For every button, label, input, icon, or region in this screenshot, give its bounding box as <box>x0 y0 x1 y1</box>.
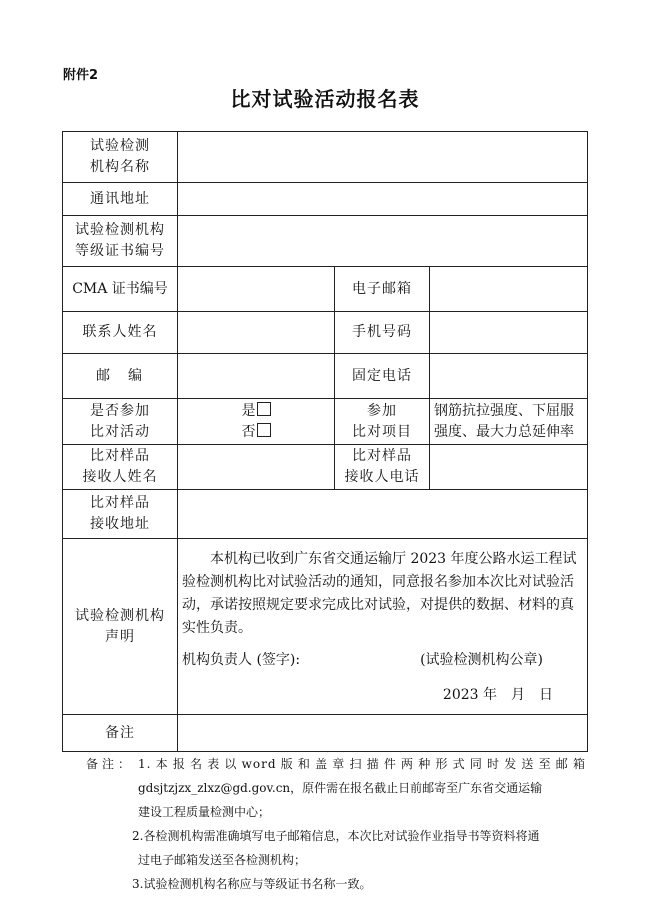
no-label: 否 <box>241 423 256 440</box>
yes-label: 是 <box>241 402 256 419</box>
row-org-name <box>63 132 588 183</box>
participate-choices <box>178 399 335 445</box>
item-label: 参加 比对项目 <box>335 399 430 445</box>
email-field[interactable] <box>430 267 588 312</box>
remark-field[interactable] <box>178 715 588 752</box>
email-label: 电子邮箱 <box>335 267 430 312</box>
receiver-name-label: 比对样品 接收人姓名 <box>63 445 178 490</box>
signer-label: 机构负责人 (签字): <box>182 651 301 668</box>
mobile-label: 手机号码 <box>335 312 430 354</box>
note-3: 3.试验检测机构名称应与等级证书名称一致。 <box>132 877 372 891</box>
form-title: 比对试验活动报名表 <box>230 87 420 111</box>
address-label: 通讯地址 <box>63 183 178 216</box>
receiver-addr-field[interactable] <box>178 490 588 539</box>
row-statement <box>63 539 588 715</box>
note-1-line-3: 建设工程质量检测中心； <box>138 805 271 819</box>
mobile-field[interactable] <box>430 312 588 354</box>
attachment-label: 附件2 <box>63 68 99 83</box>
note-1-line-1: 1.本报名表以word版和盖章扫描件两种形式同时发送至邮箱 <box>138 757 586 771</box>
postcode-field[interactable] <box>178 354 335 399</box>
receiver-phone-label: 比对样品 接收人电话 <box>335 445 430 490</box>
note-1 <box>86 752 586 776</box>
contact-label: 联系人姓名 <box>63 312 178 354</box>
registration-form <box>62 131 588 752</box>
participate-label: 是否参加 比对活动 <box>63 399 178 445</box>
row-receiver-address <box>63 490 588 539</box>
contact-field[interactable] <box>178 312 335 354</box>
seal-label: (试验检测机构公章) <box>420 651 543 668</box>
note-2-line-1: 2.各检测机构需准确填写电子邮箱信息，本次比对试验作业指导书等资料将通 <box>132 829 540 843</box>
statement-date: 2023 年 月 日 <box>442 686 553 703</box>
receiver-addr-label: 比对样品 接收地址 <box>63 490 178 539</box>
yes-option[interactable] <box>182 401 330 422</box>
row-contact <box>63 312 588 354</box>
signature-line <box>182 650 583 671</box>
cert-field[interactable] <box>178 216 588 267</box>
row-address <box>63 183 588 216</box>
postcode-label: 邮 编 <box>63 354 178 399</box>
org-name-field[interactable] <box>178 132 588 183</box>
remark-label: 备注 <box>63 715 178 752</box>
notes-head: 备注： <box>86 757 135 771</box>
yes-checkbox[interactable] <box>257 402 271 416</box>
phone-field[interactable] <box>430 354 588 399</box>
row-cma <box>63 267 588 312</box>
no-checkbox[interactable] <box>257 423 271 437</box>
items-text: 钢筋抗拉强度、下屈服强度、最大力总延伸率 <box>430 399 588 445</box>
note-2-line-2: 过电子邮箱发送至各检测机构； <box>138 853 307 867</box>
cma-label: CMA 证书编号 <box>63 267 178 312</box>
row-remark <box>63 715 588 752</box>
note-1-line-2: gdsjtzjzx_zlxz@gd.gov.cn，原件需在报名截止日前邮寄至广东省交通运输 <box>138 781 543 795</box>
address-field[interactable] <box>178 183 588 216</box>
phone-label: 固定电话 <box>335 354 430 399</box>
statement-label: 试验检测机构 声明 <box>63 539 178 715</box>
footnotes <box>86 752 586 896</box>
row-postcode <box>63 354 588 399</box>
statement-cell <box>178 539 588 715</box>
row-cert <box>63 216 588 267</box>
org-name-label: 试验检测 机构名称 <box>63 132 178 183</box>
row-receiver <box>63 445 588 490</box>
cma-field[interactable] <box>178 267 335 312</box>
row-participate <box>63 399 588 445</box>
no-option[interactable] <box>182 422 330 443</box>
statement-text: 本机构已收到广东省交通运输厅 2023 年度公路水运工程试验检测机构比对试验活动的通知，同意报名参加本次比对试验活动，承诺按照规定要求完成比对试验，对提供的数据、材料的真实性负责。 <box>182 550 577 636</box>
receiver-name-field[interactable] <box>178 445 335 490</box>
cert-label: 试验检测机构 等级证书编号 <box>63 216 178 267</box>
receiver-phone-field[interactable] <box>430 445 588 490</box>
